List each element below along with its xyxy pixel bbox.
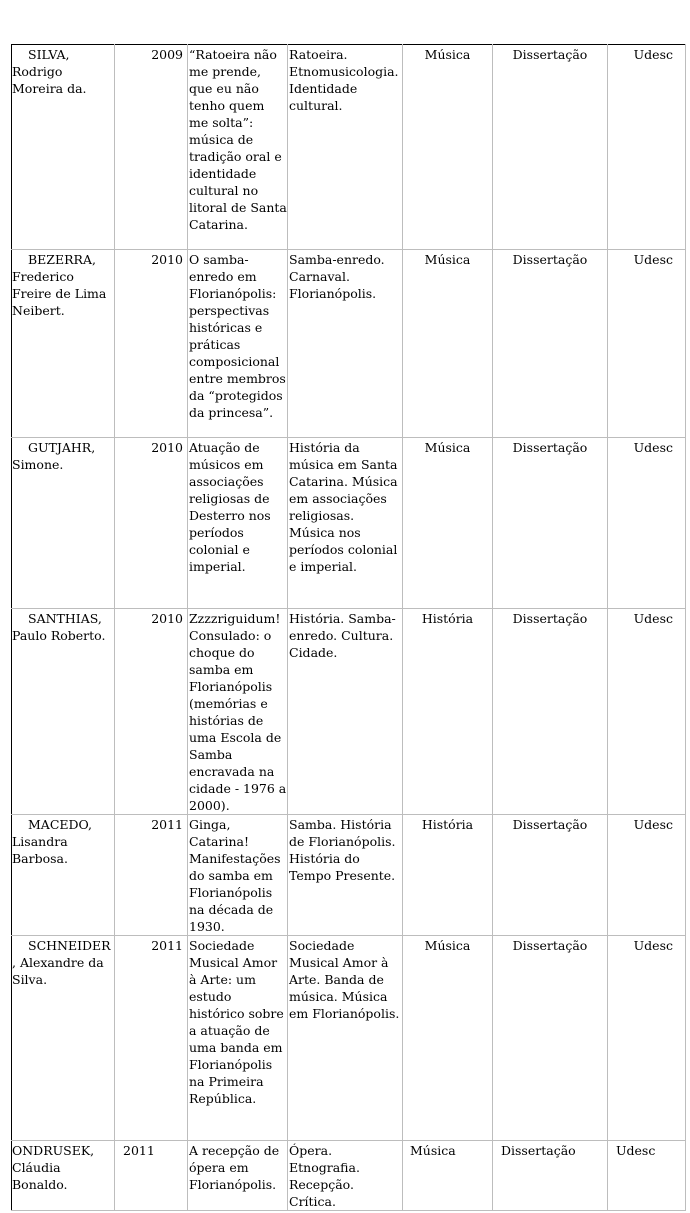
type-cell: Dissertação [493,609,608,815]
institution-cell: Udesc [608,250,686,438]
area-cell: História [403,815,493,936]
year-cell: 2010 [115,250,188,438]
keywords-cell: Ópera. Etnografia. Recepção. Crítica. [288,1141,403,1211]
type-cell: Dissertação [493,1141,608,1211]
institution-cell: Udesc [608,609,686,815]
keywords-cell: História. Samba-enredo. Cultura. Cidade. [288,609,403,815]
year-cell: 2009 [115,45,188,250]
keywords-cell: Samba-enredo. Carnaval. Florianópolis. [288,250,403,438]
institution-cell: Udesc [608,45,686,250]
year-cell: 2010 [115,438,188,609]
references-table-body [12,45,686,1211]
table-row [12,250,686,438]
author-cell: MACEDO, Lisandra Barbosa. [12,815,115,936]
author-cell: SCHNEIDER, Alexandre da Silva. [12,936,115,1141]
area-cell: Música [403,936,493,1141]
title-cell: Atuação de músicos em associações religiosas de Desterro nos períodos colonial e imperial. [188,438,288,609]
institution-cell: Udesc [608,1141,686,1211]
author-cell: BEZERRA, Frederico Freire de Lima Neibert. [12,250,115,438]
table-row [12,45,686,250]
title-cell: A recepção de ópera em Florianópolis. [188,1141,288,1211]
institution-cell: Udesc [608,438,686,609]
table-row [12,936,686,1141]
author-cell: SANTHIAS, Paulo Roberto. [12,609,115,815]
year-cell: 2011 [115,1141,188,1211]
year-cell: 2011 [115,815,188,936]
author-cell: ONDRUSEK, Cláudia Bonaldo. [12,1141,115,1211]
area-cell: Música [403,45,493,250]
title-cell: Ginga, Catarina! Manifestações do samba em Florianópolis na década de 1930. [188,815,288,936]
keywords-cell: Ratoeira. Etnomusicologia. Identidade cultural. [288,45,403,250]
area-cell: História [403,609,493,815]
type-cell: Dissertação [493,438,608,609]
table-row [12,1141,686,1211]
keywords-cell: História da música em Santa Catarina. Música em associações religiosas. Música nos períodos colonial e imperial. [288,438,403,609]
title-cell: Sociedade Musical Amor à Arte: um estudo histórico sobre a atuação de uma banda em Florianópolis na Primeira República. [188,936,288,1141]
title-cell: “Ratoeira não me prende, que eu não tenho quem me solta”: música de tradição oral e identidade cultural no litoral de Santa Catarina. [188,45,288,250]
institution-cell: Udesc [608,815,686,936]
table-row [12,815,686,936]
type-cell: Dissertação [493,815,608,936]
area-cell: Música [403,1141,493,1211]
area-cell: Música [403,438,493,609]
keywords-cell: Sociedade Musical Amor à Arte. Banda de música. Música em Florianópolis. [288,936,403,1141]
year-cell: 2011 [115,936,188,1141]
references-table [11,44,686,1211]
title-cell: Zzzzriguidum! Consulado: o choque do samba em Florianópolis (memórias e histórias de uma Escola de Samba encravada na cidade - 1976 a 2000). [188,609,288,815]
table-row [12,609,686,815]
type-cell: Dissertação [493,45,608,250]
area-cell: Música [403,250,493,438]
author-cell: SILVA, Rodrigo Moreira da. [12,45,115,250]
keywords-cell: Samba. História de Florianópolis. História do Tempo Presente. [288,815,403,936]
institution-cell: Udesc [608,936,686,1141]
author-cell: GUTJAHR, Simone. [12,438,115,609]
table-row [12,438,686,609]
year-cell: 2010 [115,609,188,815]
title-cell: O samba-enredo em Florianópolis: perspectivas históricas e práticas composicional entre membros da “protegidos da princesa”. [188,250,288,438]
type-cell: Dissertação [493,250,608,438]
type-cell: Dissertação [493,936,608,1141]
